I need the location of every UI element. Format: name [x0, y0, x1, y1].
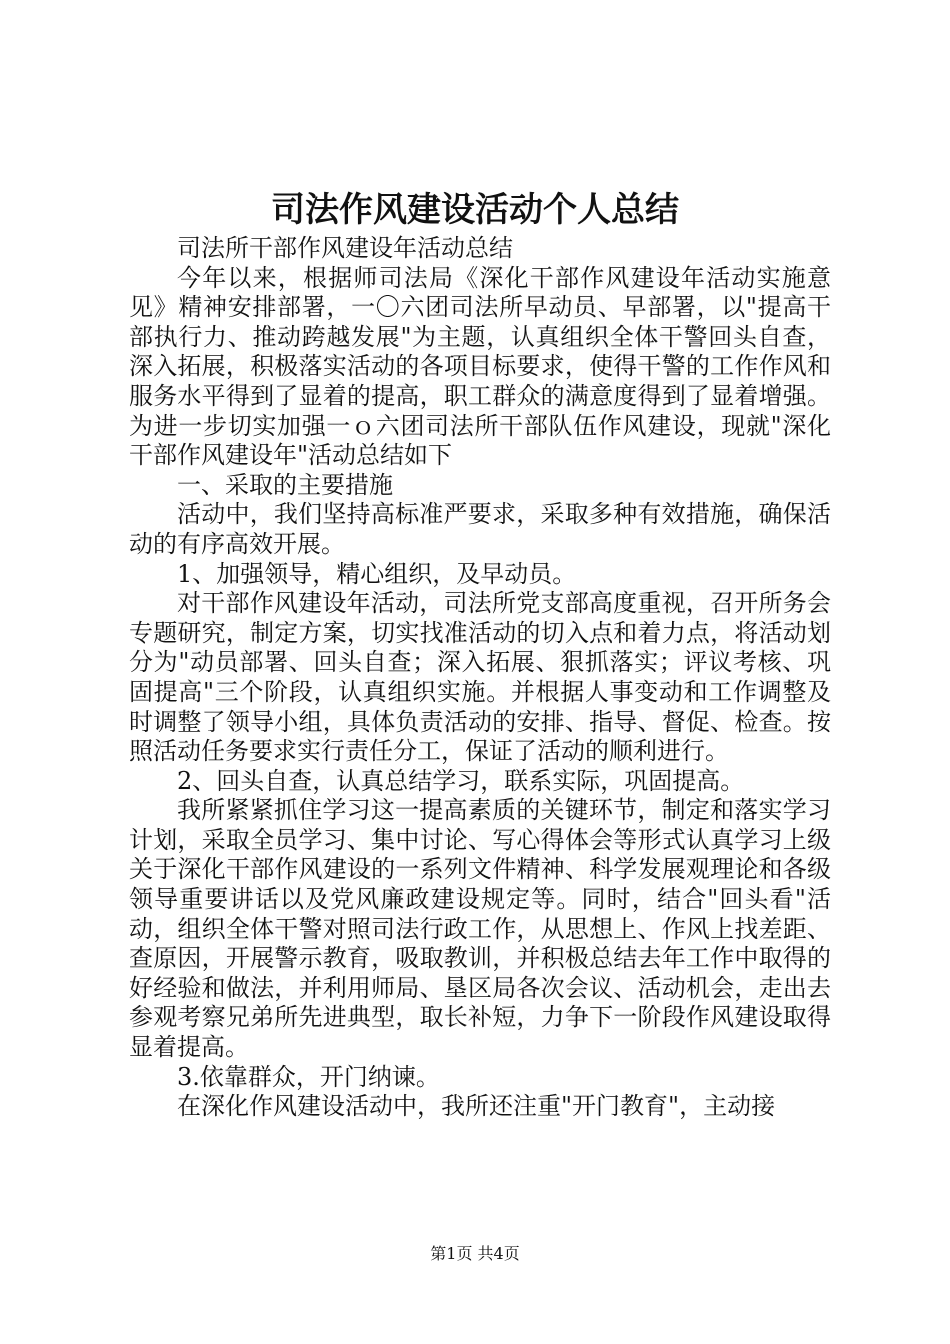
subsection-heading: 3.依靠群众，开门纳谏。	[177, 1062, 440, 1091]
subsection-heading: 1、加强领导，精心组织，及早动员。	[177, 559, 577, 588]
body-paragraph: 我所紧紧抓住学习这一提高素质的关键环节，制定和落实学习计划，采取全员学习、集中讨论、写心得体会等形式认真学习上级关于深化干部作风建设的一系列文件精神、科学发展观理论和各级领导重要讲话以及党风廉政建设规定等。同时，结合"回头看"活动，组织全体干警对照司法行政工作，从思想上、作风上找差距、查原因，开展警示教育，吸取教训，并积极总结去年工作中取得的好经验和做法，并利用师局、垦区局各次会议、活动机会，走出去参观考察兄弟所先进典型，取长补短，力争下一阶段作风建设取得显着提高。	[129, 796, 831, 1062]
section-heading: 一、采取的主要措施	[177, 470, 393, 499]
document-body	[129, 234, 831, 1122]
body-paragraph: 在深化作风建设活动中，我所还注重"开门教育"，主动接	[177, 1092, 776, 1121]
intro-paragraph: 今年以来，根据师司法局《深化干部作风建设年活动实施意见》精神安排部署，一〇六团司法所早动员、早部署，以"提高干部执行力、推动跨越发展"为主题，认真组织全体干警回头自查，深入拓展，积极落实活动的各项目标要求，使得干警的工作作风和服务水平得到了显着的提高，职工群众的满意度得到了显着增强。为进一步切实加强一ｏ六团司法所干部队伍作风建设，现就"深化干部作风建设年"活动总结如下	[129, 263, 831, 470]
body-paragraph: 活动中，我们坚持高标准严要求，采取多种有效措施，确保活动的有序高效开展。	[129, 500, 831, 558]
subtitle-paragraph: 司法所干部作风建设年活动总结	[177, 234, 513, 262]
page-footer: 第1页 共4页	[430, 1244, 520, 1263]
document-title: 司法作风建设活动个人总结	[271, 190, 679, 230]
body-paragraph: 对干部作风建设年活动，司法所党支部高度重视，召开所务会专题研究，制定方案，切实找准活动的切入点和着力点，将活动划分为"动员部署、回头自查；深入拓展、狠抓落实；评议考核、巩固提高"三个阶段，认真组织实施。并根据人事变动和工作调整及时调整了领导小组，具体负责活动的安排、指导、督促、检查。按照活动任务要求实行责任分工，保证了活动的顺利进行。	[129, 589, 831, 766]
subsection-heading: 2、回头自查，认真总结学习，联系实际，巩固提高。	[177, 766, 745, 795]
